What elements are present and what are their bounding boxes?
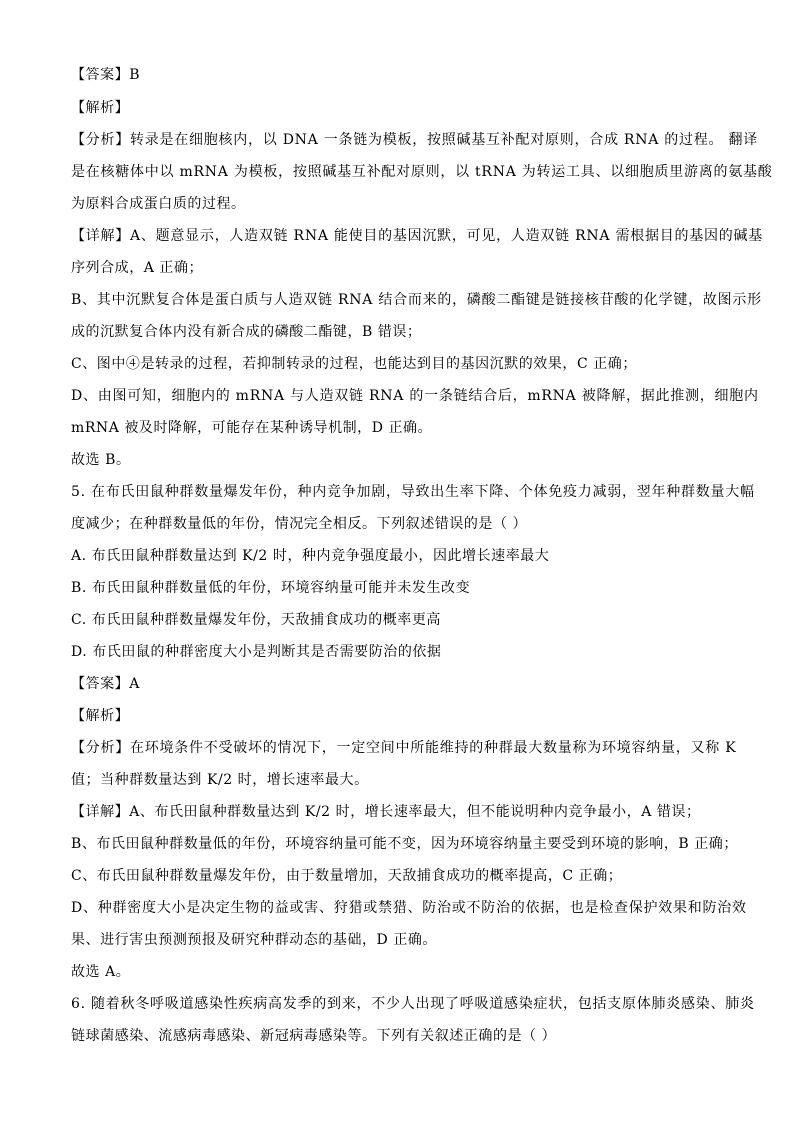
text-line: 是在核糖体中以 mRNA 为模板，按照碱基互补配对原则，以 tRNA 为转运工具、以细胞质里游离的氨基酸 [71, 164, 773, 180]
text-line: 值；当种群数量达到 K/2 时，增长速率最大。 [71, 772, 369, 788]
text-line: D、种群密度大小是决定生物的益或害、狩猎或禁猎、防治或不防治的依据，也是检查保护效果和防治效 [71, 900, 747, 916]
text-line: B、其中沉默复合体是蛋白质与人造双链 RNA 结合而来的，磷酸二酯键是链接核苷酸的化学键，故图示形 [71, 292, 762, 308]
text-line: 序列合成，A 正确； [71, 260, 204, 276]
option-c: C. 布氏田鼠种群数量爆发年份，天敌捕食成功的概率更高 [71, 612, 441, 628]
question-5-stem: 度减少；在种群数量低的年份，情况完全相反。下列叙述错误的是（ ） [71, 516, 528, 532]
text-line: 【分析】转录是在细胞核内，以 DNA 一条链为模板，按照碱基互补配对原则，合成 RNA 的过程。 翻译 [71, 132, 758, 148]
text-line: C、图中④是转录的过程，若抑制转录的过程，也能达到目的基因沉默的效果，C 正确； [71, 356, 637, 372]
text-line: 成的沉默复合体内没有新合成的磷酸二酯键，B 错误； [71, 324, 422, 340]
option-a: A. 布氏田鼠种群数量达到 K/2 时，种内竞争强度最小，因此增长速率最大 [71, 548, 550, 564]
text-line: D、由图可知，细胞内的 mRNA 与人造双链 RNA 的一条链结合后，mRNA 被降解，据此推测，细胞内 [71, 388, 759, 404]
question-5-stem: 5. 在布氏田鼠种群数量爆发年份，种内竞争加剧，导致出生率下降、个体免疫力减弱，翌年种群数量大幅 [71, 484, 755, 500]
question-6-stem: 6. 随着秋冬呼吸道感染性疾病高发季的到来，不少人出现了呼吸道感染症状，包括支原体肺炎感染、肺炎 [71, 996, 755, 1012]
option-d: D. 布氏田鼠的种群密度大小是判断其是否需要防治的依据 [71, 644, 442, 660]
answer-label-q4: 【答案】B [71, 67, 141, 83]
choice-result: 故选 A。 [71, 964, 131, 980]
option-b: B. 布氏田鼠种群数量低的年份，环境容纳量可能并未发生改变 [71, 580, 471, 596]
choice-result: 故选 B。 [71, 452, 131, 468]
text-line: 【详解】A、题意显示，人造双链 RNA 能使目的基因沉默，可见，人造双链 RNA 需根据目的基因的碱基 [71, 228, 763, 244]
text-line: 为原料合成蛋白质的过程。 [71, 196, 246, 212]
analysis-heading-q4: 【解析】 [71, 100, 130, 116]
text-line: mRNA 被及时降解，可能存在某种诱导机制，D 正确。 [71, 420, 433, 436]
text-line: B、布氏田鼠种群数量低的年份，环境容纳量可能不变，因为环境容纳量主要受到环境的影响，B 正确； [71, 836, 738, 852]
question-6-stem: 链球菌感染、流感病毒感染、新冠病毒感染等。下列有关叙述正确的是（ ） [71, 1028, 557, 1044]
text-line: 【分析】在环境条件不受破坏的情况下，一定空间中所能维持的种群最大数量称为环境容纳量，又称 K [71, 740, 737, 756]
analysis-heading-q5: 【解析】 [71, 708, 130, 724]
text-line: 【详解】A、布氏田鼠种群数量达到 K/2 时，增长速率最大，但不能说明种内竞争最小，A 错误； [71, 804, 701, 820]
answer-label-q5: 【答案】A [71, 676, 140, 692]
text-line: C、布氏田鼠种群数量爆发年份，由于数量增加，天敌捕食成功的概率提高，C 正确； [71, 868, 623, 884]
text-line: 果、进行害虫预测预报及研究种群动态的基础，D 正确。 [71, 932, 437, 948]
